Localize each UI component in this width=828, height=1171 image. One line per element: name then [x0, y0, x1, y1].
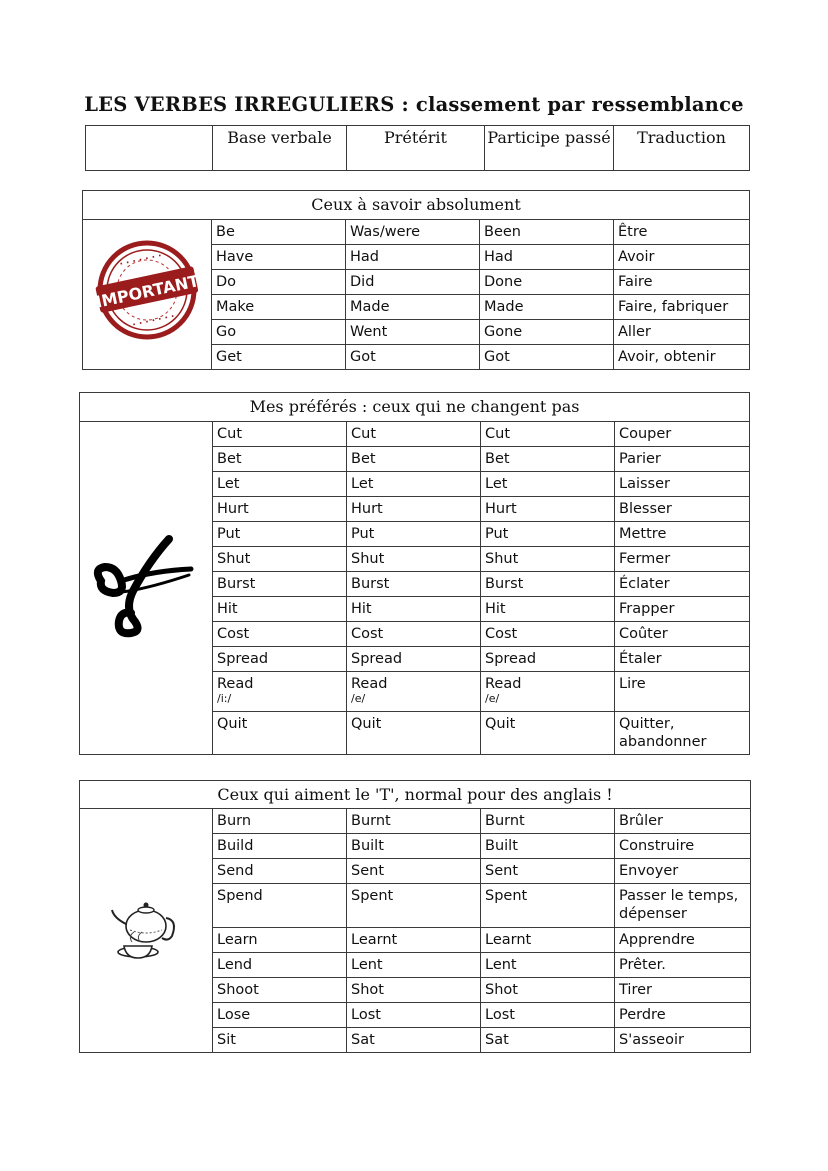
- cell-text: Faire, fabriquer: [618, 299, 729, 315]
- cell-text: Laisser: [619, 476, 670, 492]
- base-verbale-cell: [213, 547, 347, 572]
- svg-text:· · · · · · ·: · · · · · · ·: [131, 311, 176, 331]
- cell-text: Was/were: [350, 224, 421, 240]
- cell-text: Fermer: [619, 551, 671, 567]
- traduction-cell: [615, 1028, 751, 1053]
- cell-text: Sat: [351, 1032, 375, 1048]
- traduction-cell: [615, 572, 750, 597]
- cell-text: Shoot: [217, 982, 259, 998]
- cell-text: Éclater: [619, 576, 670, 592]
- cell-text: Être: [618, 224, 648, 240]
- section-title: Ceux qui aiment le 'T', normal pour des anglais !: [80, 781, 751, 809]
- preterit-cell: [346, 295, 480, 320]
- cell-text: Aller: [618, 324, 651, 340]
- participe-passe-cell: [480, 270, 614, 295]
- cell-text: Cut: [217, 426, 242, 442]
- base-verbale-cell: [213, 809, 347, 834]
- base-verbale-cell: [213, 978, 347, 1003]
- cell-text: Cost: [351, 626, 384, 642]
- preterit-cell: [347, 472, 481, 497]
- cell-text: Let: [485, 476, 508, 492]
- participe-passe-cell: [480, 220, 614, 245]
- base-verbale-cell: [213, 1003, 347, 1028]
- section-title: Ceux à savoir absolument: [83, 191, 750, 220]
- cell-text: Spent: [485, 888, 528, 904]
- traduction-cell: [615, 1003, 751, 1028]
- cell-text: Cost: [485, 626, 518, 642]
- participe-passe-cell: [481, 547, 615, 572]
- preterit-cell: [347, 928, 481, 953]
- base-verbale-cell: [213, 647, 347, 672]
- cell-text: Perdre: [619, 1007, 666, 1023]
- section-image-cell: [80, 422, 213, 755]
- cell-text: Parier: [619, 451, 661, 467]
- cell-text: Built: [485, 838, 518, 854]
- cell-text: Gone: [484, 324, 523, 340]
- preterit-cell: [346, 320, 480, 345]
- header-participe-passe: Participe passé: [485, 126, 614, 171]
- cell-text: Burst: [485, 576, 524, 592]
- preterit-cell: [347, 547, 481, 572]
- traduction-cell: [615, 953, 751, 978]
- header-traduction: Traduction: [614, 126, 750, 171]
- base-verbale-cell: [213, 928, 347, 953]
- cell-text: Faire: [618, 274, 653, 290]
- cell-text: Quit: [217, 716, 248, 732]
- cell-text: Do: [216, 274, 237, 290]
- cell-text: Let: [351, 476, 374, 492]
- pronunciation-text: /e/: [485, 692, 500, 705]
- traduction-cell: [615, 928, 751, 953]
- traduction-cell: [615, 422, 750, 447]
- cell-text: Go: [216, 324, 237, 340]
- participe-passe-cell: [481, 647, 615, 672]
- cell-text: Quit: [485, 716, 516, 732]
- cell-text: Étaler: [619, 651, 662, 667]
- cell-text: Put: [351, 526, 375, 542]
- preterit-cell: [347, 809, 481, 834]
- header-preterit: Prétérit: [347, 126, 485, 171]
- cell-text: Bet: [351, 451, 376, 467]
- cell-text: Spread: [485, 651, 537, 667]
- preterit-cell: [347, 1003, 481, 1028]
- cell-text: Made: [350, 299, 390, 315]
- cell-text: Burst: [217, 576, 256, 592]
- section-image-cell: [83, 220, 212, 370]
- participe-passe-cell: [481, 497, 615, 522]
- cell-text: Spread: [217, 651, 269, 667]
- cell-text: Put: [217, 526, 241, 542]
- section-title: Mes préférés : ceux qui ne changent pas: [80, 393, 750, 422]
- cell-text: Got: [484, 349, 510, 365]
- scissors-icon: [91, 531, 201, 641]
- traduction-cell: [614, 270, 750, 295]
- important-stamp-icon: [93, 238, 201, 346]
- cell-text: Had: [484, 249, 513, 265]
- cell-text: Burnt: [485, 813, 525, 829]
- preterit-cell: [347, 597, 481, 622]
- preterit-cell: [347, 953, 481, 978]
- cell-text: Lost: [485, 1007, 515, 1023]
- participe-passe-cell: [481, 1028, 615, 1053]
- cell-text: Mettre: [619, 526, 667, 542]
- pronunciation-text: /e/: [351, 692, 366, 705]
- base-verbale-cell: [213, 447, 347, 472]
- section-table-t-ending: [79, 780, 751, 1053]
- cell-text: Sent: [351, 863, 385, 879]
- preterit-cell: [347, 834, 481, 859]
- participe-passe-cell: [481, 622, 615, 647]
- cell-text: Hit: [485, 601, 506, 617]
- cell-text: Prêter.: [619, 957, 666, 973]
- cell-text: Lose: [217, 1007, 251, 1023]
- participe-passe-cell: [481, 422, 615, 447]
- cell-text: Had: [350, 249, 379, 265]
- cell-text: Be: [216, 224, 235, 240]
- preterit-cell: [347, 497, 481, 522]
- base-verbale-cell: [213, 953, 347, 978]
- preterit-cell: [347, 647, 481, 672]
- cell-text: Cut: [351, 426, 376, 442]
- traduction-cell: [615, 497, 750, 522]
- base-verbale-cell: [213, 572, 347, 597]
- participe-passe-cell: [481, 472, 615, 497]
- traduction-cell: [614, 220, 750, 245]
- base-verbale-cell: [213, 472, 347, 497]
- participe-passe-cell: [481, 928, 615, 953]
- participe-passe-cell: [481, 712, 615, 755]
- cell-text: Have: [216, 249, 254, 265]
- cell-text: Spent: [351, 888, 394, 904]
- preterit-cell: [347, 622, 481, 647]
- base-verbale-cell: [213, 712, 347, 755]
- cell-text: Avoir, obtenir: [618, 349, 716, 365]
- cell-text: Tirer: [619, 982, 652, 998]
- traduction-cell: [615, 834, 751, 859]
- cell-text: Hit: [351, 601, 372, 617]
- participe-passe-cell: [481, 978, 615, 1003]
- traduction-cell: [615, 978, 751, 1003]
- section-table-essentials: [82, 190, 750, 370]
- preterit-cell: [346, 270, 480, 295]
- cell-text: Make: [216, 299, 255, 315]
- traduction-cell: [614, 345, 750, 370]
- cell-text: Hurt: [351, 501, 383, 517]
- preterit-cell: [347, 1028, 481, 1053]
- participe-passe-cell: [481, 953, 615, 978]
- cell-text: Put: [485, 526, 509, 542]
- cell-text: Read: [351, 676, 388, 692]
- preterit-cell: [347, 884, 481, 928]
- cell-text: Cost: [217, 626, 250, 642]
- traduction-cell: [614, 295, 750, 320]
- cell-text: Learnt: [485, 932, 532, 948]
- cell-text: Avoir: [618, 249, 655, 265]
- cell-text: Passer le temps, dépenser: [619, 888, 739, 922]
- cell-text: Bet: [217, 451, 242, 467]
- traduction-cell: [615, 522, 750, 547]
- base-verbale-cell: [213, 1028, 347, 1053]
- cell-text: Learn: [217, 932, 258, 948]
- cell-text: Let: [217, 476, 240, 492]
- preterit-cell: [347, 522, 481, 547]
- participe-passe-cell: [481, 597, 615, 622]
- base-verbale-cell: [213, 672, 347, 712]
- cell-text: Frapper: [619, 601, 675, 617]
- cell-text: Apprendre: [619, 932, 695, 948]
- cell-text: S'asseoir: [619, 1032, 684, 1048]
- traduction-cell: [615, 884, 751, 928]
- table-row: [80, 809, 751, 834]
- cell-text: Brûler: [619, 813, 664, 829]
- cell-text: Did: [350, 274, 375, 290]
- base-verbale-cell: [213, 859, 347, 884]
- preterit-cell: [347, 572, 481, 597]
- traduction-cell: [615, 622, 750, 647]
- traduction-cell: [615, 859, 751, 884]
- preterit-cell: [346, 345, 480, 370]
- cell-text: Lend: [217, 957, 253, 973]
- base-verbale-cell: [212, 345, 346, 370]
- traduction-cell: [614, 245, 750, 270]
- cell-text: Sit: [217, 1032, 236, 1048]
- traduction-cell: [614, 320, 750, 345]
- preterit-cell: [347, 978, 481, 1003]
- cell-text: Spend: [217, 888, 263, 904]
- preterit-cell: [347, 447, 481, 472]
- participe-passe-cell: [481, 859, 615, 884]
- participe-passe-cell: [481, 572, 615, 597]
- teapot-icon: [106, 888, 186, 968]
- cell-text: Build: [217, 838, 254, 854]
- header-base-verbale: Base verbale: [213, 126, 347, 171]
- cell-text: Coûter: [619, 626, 668, 642]
- cell-text: Read: [217, 676, 254, 692]
- table-row: [80, 422, 750, 447]
- cell-text: Shut: [217, 551, 251, 567]
- traduction-cell: [615, 547, 750, 572]
- participe-passe-cell: [481, 809, 615, 834]
- participe-passe-cell: [481, 834, 615, 859]
- preterit-cell: [347, 422, 481, 447]
- cell-text: Send: [217, 863, 254, 879]
- cell-text: Burst: [351, 576, 390, 592]
- cell-text: Got: [350, 349, 376, 365]
- preterit-cell: [346, 220, 480, 245]
- pronunciation-text: /i:/: [217, 692, 232, 705]
- preterit-cell: [347, 672, 481, 712]
- base-verbale-cell: [212, 320, 346, 345]
- section-table-unchanged: [79, 392, 750, 755]
- cell-text: Made: [484, 299, 524, 315]
- participe-passe-cell: [481, 1003, 615, 1028]
- traduction-cell: [615, 712, 750, 755]
- stamp-text: IMPORTANT: [93, 271, 201, 312]
- cell-text: Built: [351, 838, 384, 854]
- cell-text: Shut: [351, 551, 385, 567]
- participe-passe-cell: [480, 245, 614, 270]
- cell-text: Shut: [485, 551, 519, 567]
- cell-text: Construire: [619, 838, 695, 854]
- participe-passe-cell: [480, 295, 614, 320]
- table-row: [83, 220, 750, 245]
- cell-text: Went: [350, 324, 388, 340]
- base-verbale-cell: [213, 834, 347, 859]
- cell-text: Shot: [351, 982, 384, 998]
- traduction-cell: [615, 809, 751, 834]
- base-verbale-cell: [212, 245, 346, 270]
- participe-passe-cell: [480, 320, 614, 345]
- base-verbale-cell: [212, 270, 346, 295]
- cell-text: Done: [484, 274, 523, 290]
- base-verbale-cell: [213, 497, 347, 522]
- cell-text: Quit: [351, 716, 382, 732]
- preterit-cell: [347, 712, 481, 755]
- cell-text: Hurt: [485, 501, 517, 517]
- base-verbale-cell: [213, 422, 347, 447]
- base-verbale-cell: [213, 622, 347, 647]
- participe-passe-cell: [481, 672, 615, 712]
- base-verbale-cell: [213, 522, 347, 547]
- cell-text: Get: [216, 349, 242, 365]
- cell-text: Read: [485, 676, 522, 692]
- svg-text:· · · · · · ·: · · · · · · ·: [118, 251, 163, 270]
- cell-text: Hurt: [217, 501, 249, 517]
- cell-text: Learnt: [351, 932, 398, 948]
- page-title: LES VERBES IRREGULIERS : classement par ressemblance: [84, 93, 744, 116]
- base-verbale-cell: [212, 220, 346, 245]
- cell-text: Burn: [217, 813, 252, 829]
- base-verbale-cell: [212, 295, 346, 320]
- cell-text: Shot: [485, 982, 518, 998]
- participe-passe-cell: [481, 522, 615, 547]
- cell-text: Blesser: [619, 501, 672, 517]
- cell-text: Lent: [485, 957, 517, 973]
- header-empty-cell: [86, 126, 213, 171]
- base-verbale-cell: [213, 884, 347, 928]
- traduction-cell: [615, 472, 750, 497]
- cell-text: Lost: [351, 1007, 381, 1023]
- cell-text: Bet: [485, 451, 510, 467]
- preterit-cell: [347, 859, 481, 884]
- cell-text: Hit: [217, 601, 238, 617]
- cell-text: Quitter, abandonner: [619, 716, 707, 750]
- cell-text: Spread: [351, 651, 403, 667]
- cell-text: Couper: [619, 426, 672, 442]
- cell-text: Envoyer: [619, 863, 679, 879]
- participe-passe-cell: [481, 447, 615, 472]
- cell-text: Burnt: [351, 813, 391, 829]
- preterit-cell: [346, 245, 480, 270]
- traduction-cell: [615, 447, 750, 472]
- participe-passe-cell: [480, 345, 614, 370]
- base-verbale-cell: [213, 597, 347, 622]
- traduction-cell: [615, 597, 750, 622]
- cell-text: Sat: [485, 1032, 509, 1048]
- section-image-cell: [80, 809, 213, 1053]
- traduction-cell: [615, 647, 750, 672]
- participe-passe-cell: [481, 884, 615, 928]
- header-table: [85, 125, 750, 171]
- cell-text: Sent: [485, 863, 519, 879]
- cell-text: Lent: [351, 957, 383, 973]
- traduction-cell: [615, 672, 750, 712]
- cell-text: Lire: [619, 676, 646, 692]
- cell-text: Cut: [485, 426, 510, 442]
- cell-text: Been: [484, 224, 521, 240]
